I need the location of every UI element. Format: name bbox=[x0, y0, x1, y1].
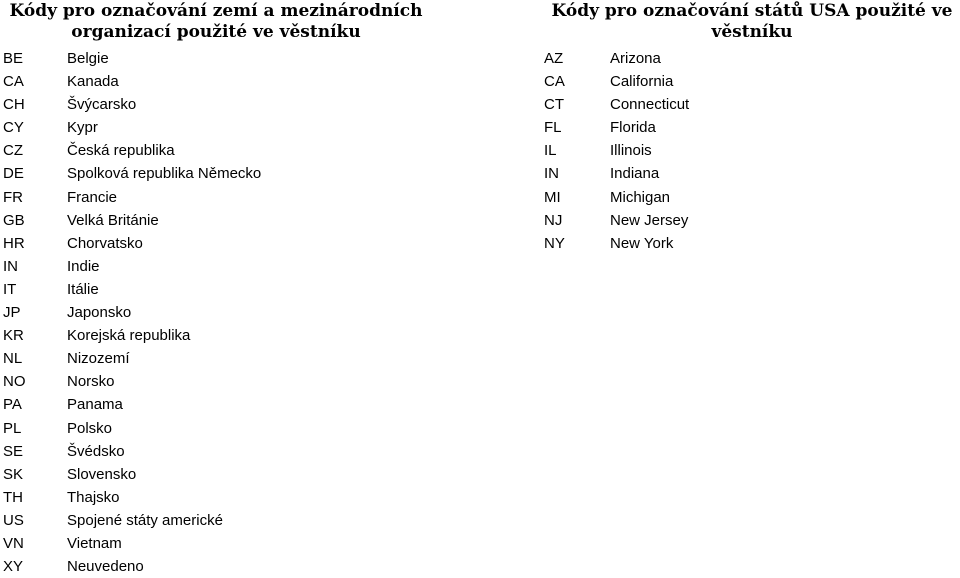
country-code-code: NL bbox=[3, 350, 23, 368]
country-code-code: BE bbox=[3, 50, 24, 67]
country-code-row bbox=[3, 70, 435, 93]
us-state-code-code: IN bbox=[544, 165, 559, 183]
country-code-row bbox=[3, 116, 435, 139]
country-code-row bbox=[3, 370, 435, 393]
country-code-row bbox=[3, 301, 435, 324]
country-code-name: Norsko bbox=[67, 373, 115, 391]
country-code-row bbox=[3, 278, 435, 301]
country-code-name: Korejská republika bbox=[67, 327, 191, 345]
country-code-row bbox=[3, 440, 435, 463]
country-code-code: HR bbox=[3, 234, 25, 252]
country-code-name: Itálie bbox=[67, 280, 99, 298]
country-code-code: CY bbox=[3, 119, 24, 137]
country-codes-list bbox=[3, 47, 435, 578]
country-code-code: SE bbox=[3, 442, 24, 460]
us-state-code-row bbox=[544, 116, 960, 139]
us-state-code-code: CT bbox=[544, 96, 564, 114]
country-code-row bbox=[3, 486, 435, 509]
country-code-row bbox=[3, 209, 435, 232]
country-code-row bbox=[3, 463, 435, 486]
country-code-row bbox=[3, 532, 435, 555]
country-code-row bbox=[3, 255, 435, 278]
country-code-row bbox=[3, 393, 435, 416]
us-state-code-row bbox=[544, 70, 960, 93]
us-state-code-code: IL bbox=[544, 142, 557, 160]
country-code-name: Nizozemí bbox=[67, 350, 130, 368]
us-state-code-code: NY bbox=[544, 234, 565, 252]
country-code-name: Chorvatsko bbox=[67, 234, 143, 252]
country-code-name: Indie bbox=[67, 257, 100, 275]
country-code-row bbox=[3, 509, 435, 532]
country-code-code: IN bbox=[3, 257, 18, 275]
country-code-name: Spojené státy americké bbox=[67, 511, 223, 529]
country-code-name: Polsko bbox=[67, 419, 113, 437]
country-code-name: Japonsko bbox=[67, 304, 132, 322]
country-code-name: Francie bbox=[67, 188, 118, 206]
us-state-code-row bbox=[544, 162, 960, 185]
country-code-row bbox=[3, 93, 435, 116]
us-state-code-name: Michigan bbox=[610, 188, 671, 206]
country-code-code: NO bbox=[3, 373, 26, 391]
country-code-code: KR bbox=[3, 327, 24, 345]
country-code-name: Thajsko bbox=[67, 488, 120, 506]
country-code-code: PA bbox=[3, 396, 22, 414]
us-state-code-row bbox=[544, 93, 960, 116]
country-code-row bbox=[3, 347, 435, 370]
country-code-row bbox=[3, 162, 435, 185]
us-state-code-code: CA bbox=[544, 73, 565, 91]
us-state-code-name: Illinois bbox=[610, 142, 652, 160]
us-state-code-code: FL bbox=[544, 119, 562, 137]
country-code-row bbox=[3, 417, 435, 440]
country-code-name: Panama bbox=[67, 396, 123, 414]
country-code-row bbox=[3, 324, 435, 347]
country-code-row bbox=[3, 232, 435, 255]
us-state-code-name: New York bbox=[610, 234, 674, 252]
country-code-code: DE bbox=[3, 165, 24, 183]
us-state-code-name: California bbox=[610, 73, 674, 91]
country-code-code: IT bbox=[3, 280, 17, 298]
us-state-code-row bbox=[544, 47, 960, 70]
country-code-name: Kanada bbox=[67, 73, 119, 91]
us-state-codes-section bbox=[544, 0, 960, 252]
us-state-code-name: Arizona bbox=[610, 50, 661, 67]
country-code-name: Slovensko bbox=[67, 465, 137, 483]
country-code-name: Kypr bbox=[67, 119, 98, 137]
us-state-code-code: AZ bbox=[544, 50, 564, 67]
country-code-code: CH bbox=[3, 96, 25, 114]
country-code-code: US bbox=[3, 511, 24, 529]
us-state-code-row bbox=[544, 186, 960, 209]
country-code-code: CZ bbox=[3, 142, 23, 160]
us-state-code-name: Florida bbox=[610, 119, 656, 137]
us-state-code-row bbox=[544, 209, 960, 232]
us-state-code-row bbox=[544, 232, 960, 255]
country-code-name: Neuvedeno bbox=[67, 558, 144, 576]
country-code-name: Belgie bbox=[67, 50, 109, 67]
country-code-code: VN bbox=[3, 534, 24, 552]
us-state-code-code: NJ bbox=[544, 211, 563, 229]
us-state-codes-list bbox=[544, 47, 960, 255]
country-code-code: CA bbox=[3, 73, 24, 91]
country-code-name: Vietnam bbox=[67, 534, 122, 552]
country-code-name: Švýcarsko bbox=[67, 96, 137, 114]
country-code-name: Švédsko bbox=[67, 442, 125, 460]
country-code-code: GB bbox=[3, 211, 25, 229]
country-code-name: Česká republika bbox=[67, 142, 175, 160]
country-code-code: JP bbox=[3, 304, 21, 322]
country-code-row bbox=[3, 139, 435, 162]
country-codes-heading: Kódy pro označování zemí a mezinárodních organizací použité ve věstníku bbox=[9, 1, 423, 42]
country-code-name: Spolková republika Německo bbox=[67, 165, 262, 183]
country-code-code: FR bbox=[3, 188, 23, 206]
us-state-code-name: Connecticut bbox=[610, 96, 690, 114]
us-state-code-row bbox=[544, 139, 960, 162]
us-state-code-name: Indiana bbox=[610, 165, 660, 183]
country-code-code: PL bbox=[3, 419, 22, 437]
country-code-name: Velká Británie bbox=[67, 211, 159, 229]
country-code-code: XY bbox=[3, 558, 24, 576]
country-codes-section bbox=[3, 0, 435, 575]
us-state-codes-heading: Kódy pro označování států USA použité ve věstníku bbox=[551, 1, 953, 42]
us-state-code-code: MI bbox=[544, 188, 561, 206]
country-code-row bbox=[3, 47, 435, 70]
country-code-row bbox=[3, 555, 435, 578]
us-state-code-name: New Jersey bbox=[610, 211, 689, 229]
country-code-row bbox=[3, 186, 435, 209]
country-code-code: SK bbox=[3, 465, 24, 483]
country-code-code: TH bbox=[3, 488, 23, 506]
